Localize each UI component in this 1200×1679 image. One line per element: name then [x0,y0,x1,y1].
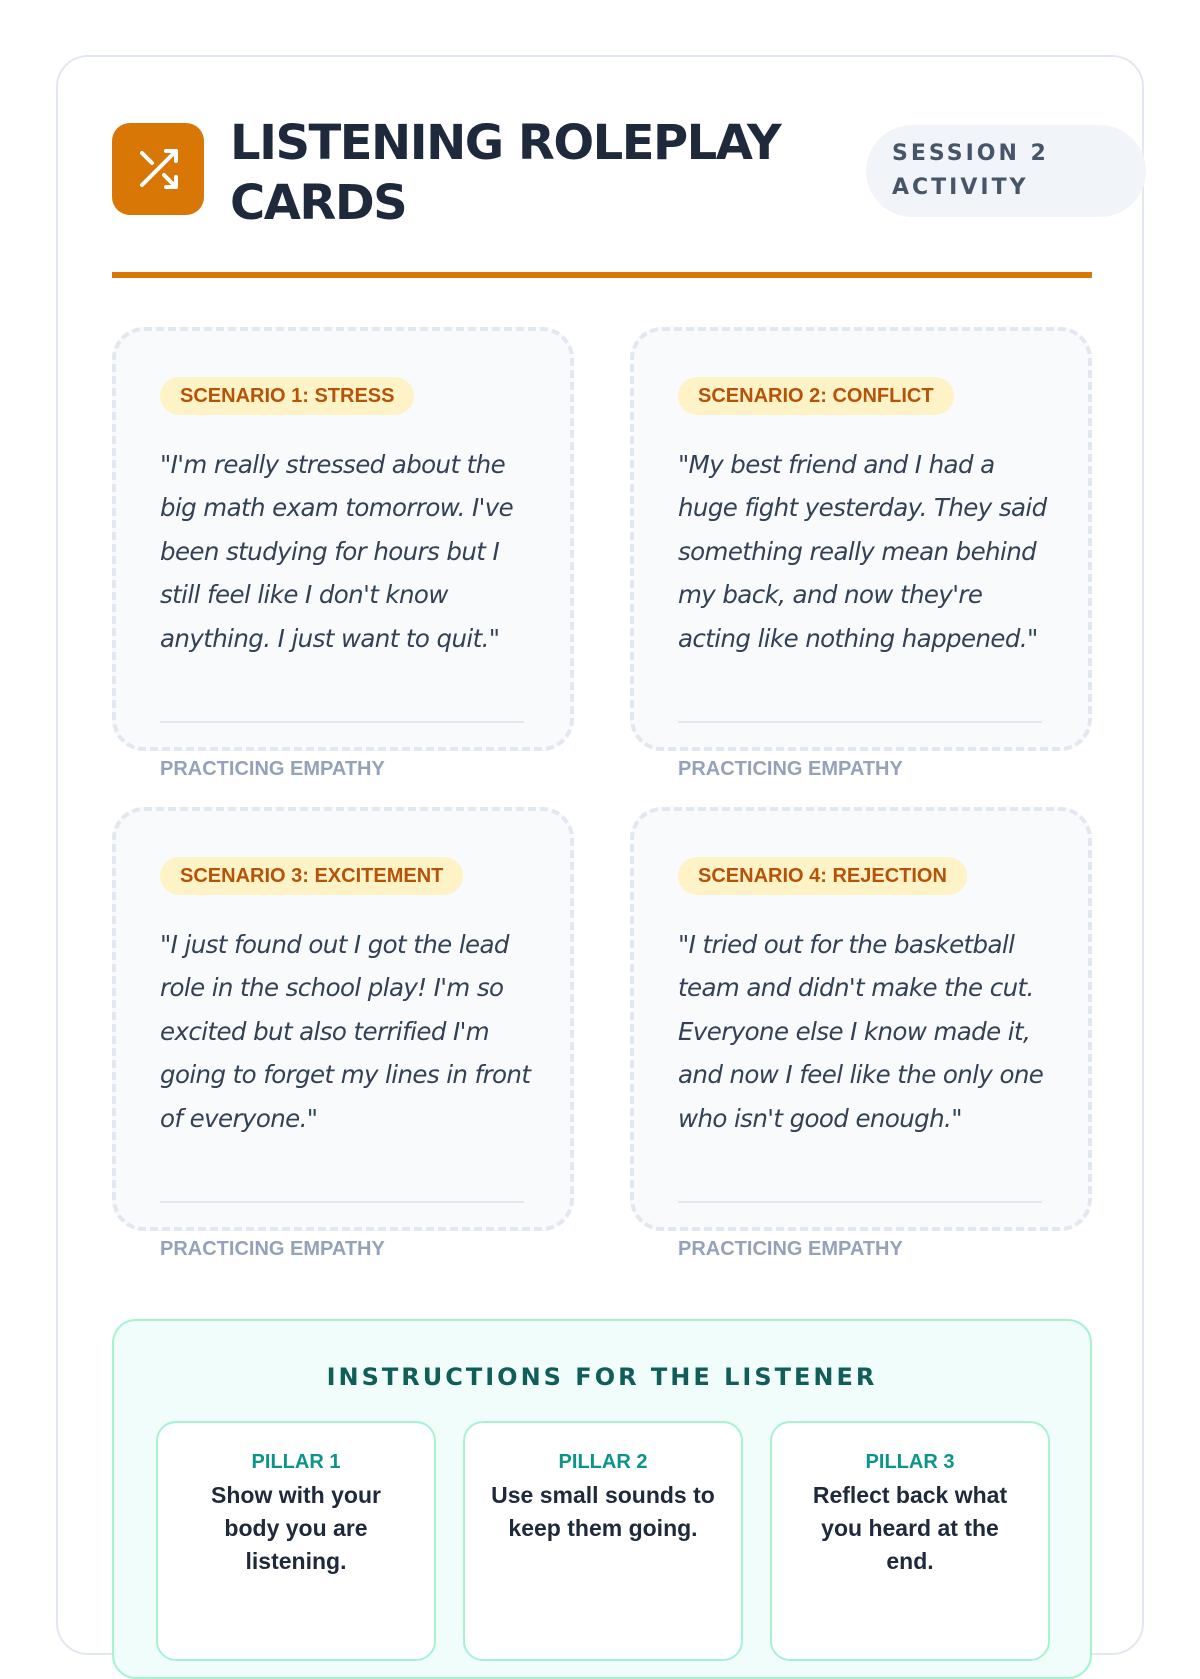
pillar-card-1 [156,1421,436,1661]
scenario-quote: "I tried out for the basketball team and didn't make the cut. Everyone else I know made it, and now I feel like the only one who isn't good enough." [678,930,1044,1133]
activity-sheet [56,55,1144,1655]
card-divider [678,721,1042,723]
pillar-text: Use small sounds to keep them going. [491,1482,715,1541]
shuffle-icon [112,123,204,215]
header [112,113,1092,233]
scenario-quote: "I'm really stressed about the big math exam tomorrow. I've been studying for hours but I still feel like I don't know anything. I just want to quit." [160,450,514,653]
card-footer: PRACTICING EMPATHY [678,758,903,780]
card-divider [678,1201,1042,1203]
scenario-tag: SCENARIO 4: REJECTION [678,857,967,895]
pillar-text: Reflect back what you heard at the end. [812,1482,1008,1574]
session-badge-line-1: SESSION 2 [892,141,1049,166]
scenario-tag: SCENARIO 3: EXCITEMENT [160,857,463,895]
pillar-text: Show with your body you are listening. [211,1482,381,1574]
pillar-label: PILLAR 3 [865,1451,955,1473]
session-badge [866,125,1146,217]
card-footer: PRACTICING EMPATHY [160,1238,385,1260]
scenario-tag: SCENARIO 2: CONFLICT [678,377,954,415]
pillar-card-2 [463,1421,743,1661]
scenario-quote: "My best friend and I had a huge fight yesterday. They said something really mean behind my back, and now they're acting like nothing happened." [678,450,1047,653]
scenario-tag: SCENARIO 1: STRESS [160,377,414,415]
pillar-card-3 [770,1421,1050,1661]
session-badge-line-2: ACTIVITY [892,175,1029,200]
card-footer: PRACTICING EMPATHY [678,1238,903,1260]
scenario-card-1[interactable] [112,327,574,780]
card-divider [160,721,524,723]
card-divider [160,1201,524,1203]
scenario-quote: "I just found out I got the lead role in the school play! I'm so excited but also terrified I'm going to forget my lines in front of everyone." [160,930,531,1133]
pillar-label: PILLAR 1 [251,1451,341,1473]
card-footer: PRACTICING EMPATHY [160,758,385,780]
scenario-card-4[interactable] [630,807,1092,1260]
scenario-card-2[interactable] [630,327,1092,780]
instructions-title: INSTRUCTIONS FOR THE LISTENER [326,1363,878,1391]
instructions-panel [112,1319,1092,1679]
header-divider [112,272,1092,278]
pillar-label: PILLAR 2 [558,1451,648,1473]
scenario-card-3[interactable] [112,807,574,1260]
page-title: LISTENING ROLEPLAY CARDS [230,115,781,231]
